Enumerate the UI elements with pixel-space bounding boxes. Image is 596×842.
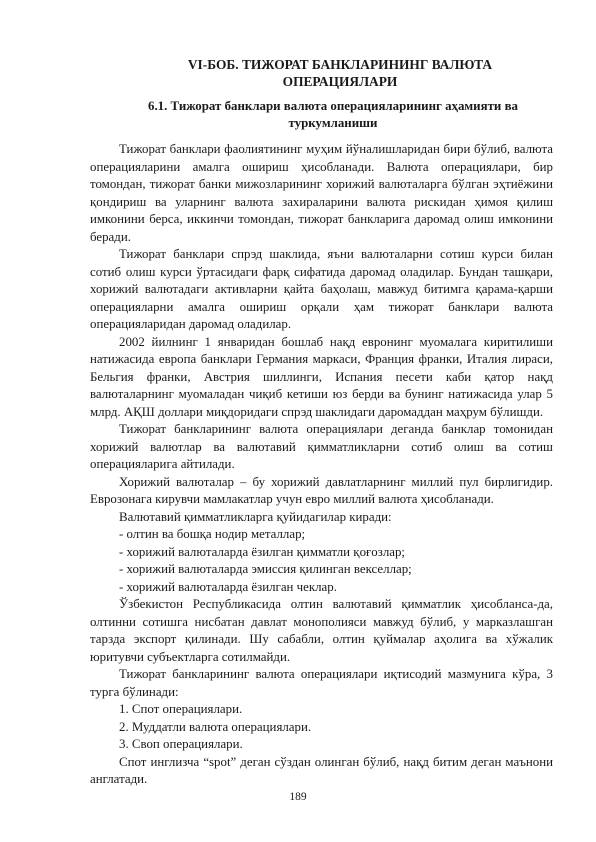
chapter-title [150,56,530,90]
list-item: - хорижий валюталарда ёзилган чеклар. [119,579,337,594]
paragraph: Валютавий қимматликларга қуйидагилар киради: [119,509,392,524]
paragraph: Тижорат банкларининг валюта операциялари иқтисодий мазмунига кўра, 3 турга бўлинади: [90,667,553,699]
paragraph: Ўзбекистон Республикасида олтин валютавий қимматлик ҳисобланса-да, олтинни сотишга нисбатан давлат монополияси мавжуд бўлиб, у марказлашган тарзда экспорт қилинади. Шу сабабли, олтин қуймалар аҳолига ва хўжалик юритувчи субъектларга сотилмайди. [90,597,553,664]
chapter-title-line-2: ОПЕРАЦИЯЛАРИ [282,74,398,89]
numbered-item: 3. Своп операциялари. [119,737,243,751]
numbered-item: 1. Спот операциялари. [119,702,243,716]
list-item: - хорижий валюталарда ёзилган қимматли қоғозлар; [119,544,406,559]
numbered-item: 2. Муддатли валюта операциялари. [119,719,312,734]
paragraph: Тижорат банклари спрэд шаклида, яъни валюталарни сотиш курси билан сотиб олиш курси ўртасидаги фарқ сифатида даромад оладилар. Бундан ташқари, хорижий валютадаги активларни қайта баҳолаш, мавжуд битимга қарама-қарши операцияларни амалга ошириш орқали ҳам тижорат банклари валюта операцияларидан даромад оладилар. [90,247,553,331]
section-title-line-1: 6.1. Тижорат банклари валюта операцияларининг аҳамияти ва [148,99,518,113]
paragraph: Тижорат банклари фаолиятининг муҳим йўналишларидан бири бўлиб, валюта операцияларини амалга ошириш ҳисобланади. Валюта операциялари, бир томондан, тижорат банки мижозларининг хорижий валюталарга бўлган эҳтиёжини қондириш ва уларнинг валюта захираларини валюта рискидан ҳимоя қилиш имконини берса, иккинчи томондан, тижорат банкларига даромад олиш имконини беради. [90,142,553,244]
list-item: - хорижий валюталарда эмиссия қилинган векселлар; [119,562,412,576]
paragraph: 2002 йилнинг 1 январидан бошлаб нақд евронинг муомалага киритилиши натижасида европа банклари Германия маркаси, Франция франки, Италия лираси, Бельгия франки, Австрия шиллинги, Испания песети каби қатор нақд валюталарнинг муомаладан чиқиб кетиши юз берди ва бунинг натижасида улар 5 млрд. АҚШ доллари миқдоридаги спрэд шаклидаги даромаддан маҳрум бўлишди. [90,334,553,419]
paragraph: Спот инглизча “spot” деган сўздан олинган бўлиб, нақд битим деган маънони англатади. [90,754,553,786]
paragraph: Тижорат банкларининг валюта операциялари деганда банклар томонидан хорижий валютлар ва валютавий қимматликларни сотиб олиш ва сотиш операцияларига айтилади. [90,422,553,471]
body-text [90,141,553,789]
paragraph: Хорижий валюталар – бу хорижий давлатларнинг миллий пул бирлигидир. Еврозонага кирувчи мамлакатлар учун евро миллий валюта ҳисобланади. [90,474,553,506]
list-item: - олтин ва бошқа нодир металлар; [119,527,306,541]
section-title [118,98,548,132]
chapter-title-line-1: VI-БОБ. ТИЖОРАТ БАНКЛАРИНИНГ ВАЛЮТА [187,57,493,72]
section-title-line-2: туркумланиши [288,116,378,130]
page-number: 189 [289,791,307,803]
